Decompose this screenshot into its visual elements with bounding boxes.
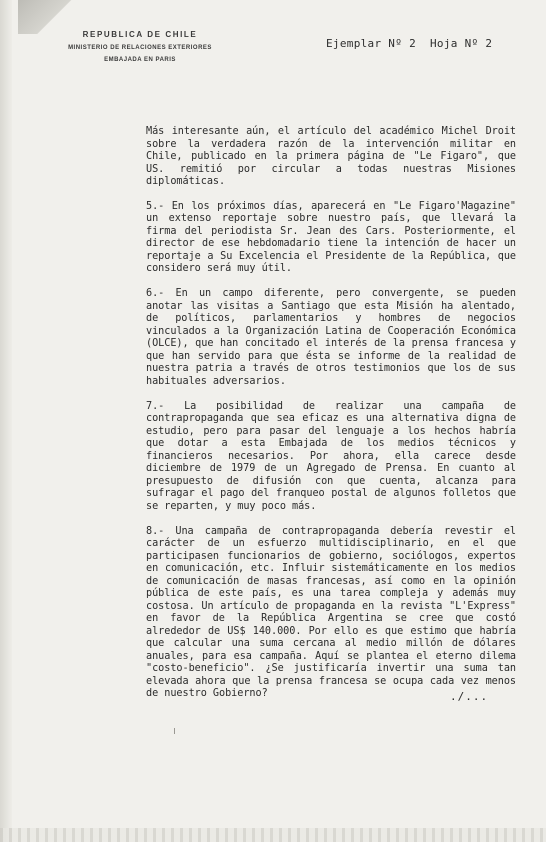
margin-mark xyxy=(174,728,175,734)
copy-and-sheet-number xyxy=(326,37,492,50)
continuation-mark: ./... xyxy=(450,690,489,703)
scan-bottom-edge xyxy=(0,828,546,842)
letterhead xyxy=(40,30,240,63)
copy-number: Ejemplar Nº 2 xyxy=(326,37,416,50)
paragraph-intro: Más interesante aún, el artículo del académico Michel Droit sobre la verdadera razón de la intervención militar en Chile, publicado en la primera página de "Le Figaro", que US. remitió por circular a todas nuestras Misiones diplomáticas. xyxy=(146,126,516,187)
scan-left-edge xyxy=(0,0,12,842)
paragraph-7: 7.- La posibilidad de realizar una campaña de contrapropaganda que sea eficaz es una alternativa digna de estudio, pero para pasar del lenguaje a los hechos habría que dotar a esta Embajada de los medios técnicos y financieros necesarios. Por ahora, ella carece desde diciembre de 1979 de un Agregado de Prensa. En cuanto al presupuesto de difusión con que cuenta, alcanza para sufragar el pago del franqueo postal de algunos folletos que se reparten, y muy poco más. xyxy=(146,400,516,512)
document-body xyxy=(146,126,516,713)
folded-corner xyxy=(18,0,72,34)
letterhead-ministry: MINISTERIO DE RELACIONES EXTERIORES xyxy=(68,45,212,51)
letterhead-embassy: EMBAJADA EN PARIS xyxy=(104,57,176,63)
paragraph-6: 6.- En un campo diferente, pero convergente, se pueden anotar las visitas a Santiago que esta Misión ha alentado, de políticos, parlamentarios y hombres de negocios vinculados a la Organización Latina de Cooperación Económica (OLCE), que han concitado el interés de la prensa francesa y que han servido para que ésta se informe de la realidad de nuestra patria a través de otros testimonios que los de sus habituales adversarios. xyxy=(146,288,516,387)
paragraph-8: 8.- Una campaña de contrapropaganda debería revestir el carácter de un esfuerzo multidisciplinario, en el que participasen funcionarios de gobierno, sociólogos, expertos en comunicación, etc. Influir sistemáticamente en los medios de comunicación de masas francesas, así como en la opinión pública de este país, es una tarea compleja y además muy costosa. Un artículo de propaganda en la revista "L'Express" en favor de la República Argentina se cree que costó alrededor de US$ 140.000. Por ello es que estimo que habría que calcular una suma cercana al medio millón de dólares anuales, para esa campaña. Aquí se plantea el eterno dilema "costo-beneficio". ¿Se justificaría invertir una suma tan elevada ahora que la prensa francesa se ocupa cada vez menos de nuestro Gobierno? xyxy=(146,525,516,700)
letterhead-country: REPUBLICA DE CHILE xyxy=(82,30,198,39)
sheet-number: Hoja Nº 2 xyxy=(430,37,493,50)
paragraph-5: 5.- En los próximos días, aparecerá en "Le Figaro'Magazine" un extenso reportaje sobre nuestro país, que llevará la firma del periodista Sr. Jean des Cars. Posteriormente, el director de ese hebdomadario tiene la intención de hacer un reportaje a Su Excelencia el Presidente de la República, que considero será muy útil. xyxy=(146,200,516,275)
